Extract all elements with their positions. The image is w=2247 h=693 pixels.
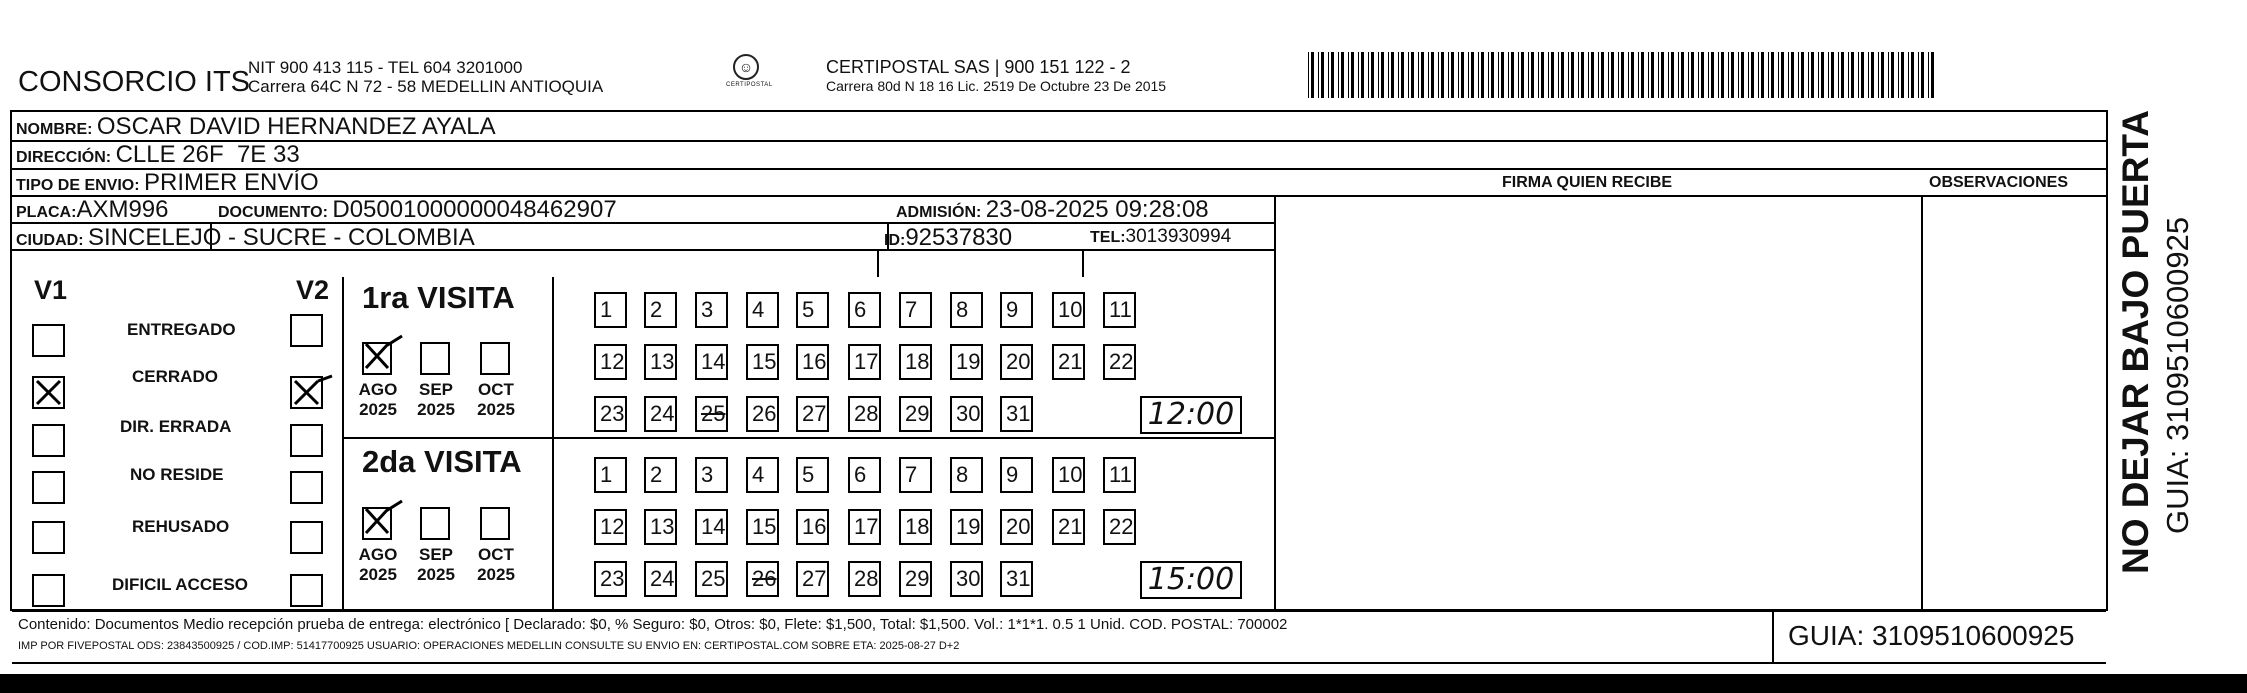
placa-value: AXM996 — [76, 196, 169, 223]
nombre-value: OSCAR DAVID HERNANDEZ AYALA — [96, 113, 496, 140]
visit-2-day-24[interactable]: 24 — [644, 561, 677, 597]
tipo-row — [16, 169, 319, 197]
footer-guia: GUIA: 3109510600925 — [1788, 620, 2075, 651]
company-nit: NIT 900 413 115 - TEL 604 3201000 — [248, 58, 523, 77]
visit-1-day-19[interactable]: 19 — [950, 344, 983, 380]
v2-checkbox-rehusado[interactable] — [290, 521, 323, 554]
ciudad-cell — [16, 224, 475, 252]
visit-1-month-label — [406, 380, 466, 420]
visit-1-month-label — [348, 380, 408, 420]
visit-1-month-box-ago[interactable] — [362, 342, 392, 375]
nombre-label: NOMBRE: — [16, 121, 93, 138]
id-cell — [884, 224, 1012, 252]
status-label: CERRADO — [132, 367, 218, 386]
contenido-text: Contenido: Documentos Medio recepción prueba de entrega: electrónico [ Declarado: $0, % Seguro: $0, Otros: $0, Flete: $1,500, Total: $1,500. Vol.: 1*1*1. 0.5 1 Unid. COD. POSTAL: 700002 — [18, 616, 1288, 633]
month-name: AGO — [358, 545, 398, 564]
handwritten-mark-icon — [360, 503, 400, 536]
visit-1-day-18[interactable]: 18 — [899, 344, 932, 380]
barcode — [1308, 52, 1938, 98]
visit-1-day-24[interactable]: 24 — [644, 396, 677, 432]
visit-2-day-12[interactable]: 12 — [594, 509, 627, 545]
status-label: ENTREGADO — [127, 320, 236, 339]
visit-2-day-29[interactable]: 29 — [899, 561, 932, 597]
visit-time-value: 12:00 — [1147, 397, 1235, 432]
visit-2-day-11[interactable]: 11 — [1103, 457, 1136, 493]
month-name: SEP — [418, 545, 454, 564]
imp-text: IMP POR FIVEPOSTAL ODS: 23843500925 / COD.IMP: 51417700925 USUARIO: OPERACIONES MEDELLIN CONSULTE SU ENVIO EN: CERTIPOSTAL.COM SOBRE ETA: 2025-08-27 D+2 — [18, 640, 960, 652]
visit-1-day-2[interactable]: 2 — [644, 292, 677, 328]
visit-1-day-9[interactable]: 9 — [1000, 292, 1033, 328]
visit-2-month-box-ago[interactable] — [362, 507, 392, 540]
visit-2-day-25[interactable]: 25 — [695, 561, 728, 597]
visit-2-day-6[interactable]: 6 — [848, 457, 881, 493]
documento-value: D05001000000048462907 — [332, 196, 617, 223]
month-year: 2025 — [359, 400, 397, 419]
check-x-icon — [292, 378, 332, 407]
v1-checkbox-no-reside[interactable] — [32, 471, 65, 504]
tipo-value: PRIMER ENVÍO — [144, 169, 319, 196]
visit-2-day-18[interactable]: 18 — [899, 509, 932, 545]
visit-1-month-box-oct[interactable] — [480, 342, 510, 375]
nombre-row — [16, 113, 496, 141]
visit-2-day-17[interactable]: 17 — [848, 509, 881, 545]
v1-checkbox-dificil-acceso[interactable] — [32, 574, 65, 607]
visit-2-day-13[interactable]: 13 — [644, 509, 677, 545]
v2-checkbox-no-reside[interactable] — [290, 471, 323, 504]
visit-1-day-29[interactable]: 29 — [899, 396, 932, 432]
visit-1-day-1[interactable]: 1 — [594, 292, 627, 328]
placa-label: PLACA: — [16, 204, 77, 221]
month-year: 2025 — [477, 565, 515, 584]
v1-checkbox-rehusado[interactable] — [32, 521, 65, 554]
id-label: ID: — [884, 232, 906, 249]
visit-1-day-31[interactable]: 31 — [1000, 396, 1033, 432]
visit-1-day-16[interactable]: 16 — [796, 344, 829, 380]
visit-2-day-26[interactable]: 26 — [746, 561, 779, 597]
direccion-row — [16, 141, 300, 169]
visit-2-day-8[interactable]: 8 — [950, 457, 983, 493]
visit-1-day-21[interactable]: 21 — [1052, 344, 1085, 380]
visit-2-day-9[interactable]: 9 — [1000, 457, 1033, 493]
status-label: NO RESIDE — [130, 465, 224, 484]
v2-checkbox-dificil-acceso[interactable] — [290, 574, 323, 607]
company-address: Carrera 64C N 72 - 58 MEDELLIN ANTIOQUIA — [248, 77, 604, 96]
month-year: 2025 — [477, 400, 515, 419]
visit-1-day-3[interactable]: 3 — [695, 292, 728, 328]
month-name: AGO — [358, 380, 398, 399]
direccion-value: CLLE 26F 7E 33 — [115, 141, 300, 168]
visit-1-day-27[interactable]: 27 — [796, 396, 829, 432]
month-year: 2025 — [359, 565, 397, 584]
month-year: 2025 — [417, 565, 455, 584]
id-value: 92537830 — [905, 224, 1013, 251]
visit-1-day-30[interactable]: 30 — [950, 396, 983, 432]
visit-2-day-27[interactable]: 27 — [796, 561, 829, 597]
visit-2-day-31[interactable]: 31 — [1000, 561, 1033, 597]
v1-header: V1 — [34, 275, 68, 305]
company-info — [248, 58, 603, 96]
v1-checkbox-entregado[interactable] — [32, 324, 65, 357]
tel-value: 3013930994 — [1125, 226, 1232, 247]
documento-cell — [218, 196, 617, 224]
visit-2-day-28[interactable]: 28 — [848, 561, 881, 597]
logo-text: CERTIPOSTAL — [726, 82, 773, 88]
visit-2-day-16[interactable]: 16 — [796, 509, 829, 545]
tipo-label: TIPO DE ENVIO: — [16, 177, 140, 194]
visit-time-value: 15:00 — [1147, 562, 1235, 597]
visit-2-day-4[interactable]: 4 — [746, 457, 779, 493]
month-name: OCT — [478, 380, 514, 399]
visit-1-day-22[interactable]: 22 — [1103, 344, 1136, 380]
visit-2-day-10[interactable]: 10 — [1052, 457, 1085, 493]
visit-2-day-22[interactable]: 22 — [1103, 509, 1136, 545]
v2-checkbox-dir-errada[interactable] — [290, 424, 323, 457]
visit-2-day-20[interactable]: 20 — [1000, 509, 1033, 545]
ciudad-value: SINCELEJO - SUCRE - COLOMBIA — [88, 224, 475, 251]
visit-2-month-label — [466, 545, 526, 585]
bottom-bar — [0, 674, 2247, 693]
visit-2-month-label — [406, 545, 466, 585]
v1-checkbox-dir-errada[interactable] — [32, 424, 65, 457]
visit-2-day-30[interactable]: 30 — [950, 561, 983, 597]
carrier-name: CERTIPOSTAL SAS | 900 151 122 - 2 — [826, 57, 1131, 77]
month-name: OCT — [478, 545, 514, 564]
visit-1-day-11[interactable]: 11 — [1103, 292, 1136, 328]
visit-2-day-7[interactable]: 7 — [899, 457, 932, 493]
tel-cell — [1090, 226, 1231, 248]
firma-header: FIRMA QUIEN RECIBE — [1502, 174, 1673, 191]
visit-1-day-28[interactable]: 28 — [848, 396, 881, 432]
month-name: SEP — [418, 380, 454, 399]
visit-1-day-8[interactable]: 8 — [950, 292, 983, 328]
v2-checkbox-entregado[interactable] — [290, 314, 323, 347]
visit-2-day-23[interactable]: 23 — [594, 561, 627, 597]
visit-1-title: 1ra VISITA — [362, 280, 515, 315]
carrier-address: Carrera 80d N 18 16 Lic. 2519 De Octubre 23 De 2015 — [826, 78, 1167, 94]
visit-1-day-23[interactable]: 23 — [594, 396, 627, 432]
visit-2-title: 2da VISITA — [362, 444, 522, 479]
visit-2-day-2[interactable]: 2 — [644, 457, 677, 493]
placa-cell — [16, 196, 169, 224]
handwritten-mark-icon — [360, 338, 400, 371]
visit-1-day-7[interactable]: 7 — [899, 292, 932, 328]
side-guia: GUIA: 3109510600925 — [2160, 216, 2195, 534]
admision-label: ADMISIÓN: — [896, 204, 982, 221]
visit-2-month-box-oct[interactable] — [480, 507, 510, 540]
logo-icon: ☺ — [733, 54, 759, 80]
visit-1-day-17[interactable]: 17 — [848, 344, 881, 380]
month-year: 2025 — [417, 400, 455, 419]
visit-2-day-19[interactable]: 19 — [950, 509, 983, 545]
status-label: DIR. ERRADA — [120, 417, 232, 436]
visit-1-day-6[interactable]: 6 — [848, 292, 881, 328]
carrier-info — [826, 58, 1166, 96]
visit-1-month-box-sep[interactable] — [420, 342, 450, 375]
visit-1-day-12[interactable]: 12 — [594, 344, 627, 380]
visit-1-day-14[interactable]: 14 — [695, 344, 728, 380]
visit-1-month-label — [466, 380, 526, 420]
shipping-label — [10, 110, 2108, 652]
visit-2-time[interactable] — [1140, 561, 1242, 599]
visit-1-day-20[interactable]: 20 — [1000, 344, 1033, 380]
visit-1-day-13[interactable]: 13 — [644, 344, 677, 380]
v2-header: V2 — [296, 275, 330, 305]
visit-1-time[interactable] — [1140, 396, 1242, 434]
visit-2-day-1[interactable]: 1 — [594, 457, 627, 493]
visit-2-day-15[interactable]: 15 — [746, 509, 779, 545]
visit-2-day-5[interactable]: 5 — [796, 457, 829, 493]
status-label: DIFICIL ACCESO — [112, 575, 249, 594]
check-x-icon — [34, 378, 63, 407]
visit-2-month-label — [348, 545, 408, 585]
visit-1-day-10[interactable]: 10 — [1052, 292, 1085, 328]
visit-2-day-21[interactable]: 21 — [1052, 509, 1085, 545]
certipostal-logo — [726, 54, 773, 88]
ciudad-label: CIUDAD: — [16, 232, 84, 249]
visit-2-day-14[interactable]: 14 — [695, 509, 728, 545]
direccion-label: DIRECCIÓN: — [16, 149, 112, 166]
visit-1-day-25[interactable]: 25 — [695, 396, 728, 432]
tel-label: TEL: — [1090, 229, 1126, 246]
visit-1-day-26[interactable]: 26 — [746, 396, 779, 432]
admision-value: 23-08-2025 09:28:08 — [985, 196, 1209, 223]
admision-cell — [896, 196, 1209, 224]
v1-checkbox-cerrado[interactable] — [32, 376, 65, 409]
observaciones-header: OBSERVACIONES — [1929, 174, 2068, 191]
v2-checkbox-cerrado[interactable] — [290, 376, 323, 409]
company-name: CONSORCIO ITS — [18, 66, 251, 98]
side-notice: NO DEJAR BAJO PUERTA — [2115, 110, 2156, 574]
visit-1-day-5[interactable]: 5 — [796, 292, 829, 328]
visit-2-day-3[interactable]: 3 — [695, 457, 728, 493]
documento-label: DOCUMENTO: — [218, 204, 328, 221]
visit-1-day-4[interactable]: 4 — [746, 292, 779, 328]
visit-1-day-15[interactable]: 15 — [746, 344, 779, 380]
status-label: REHUSADO — [132, 517, 230, 536]
visit-2-month-box-sep[interactable] — [420, 507, 450, 540]
